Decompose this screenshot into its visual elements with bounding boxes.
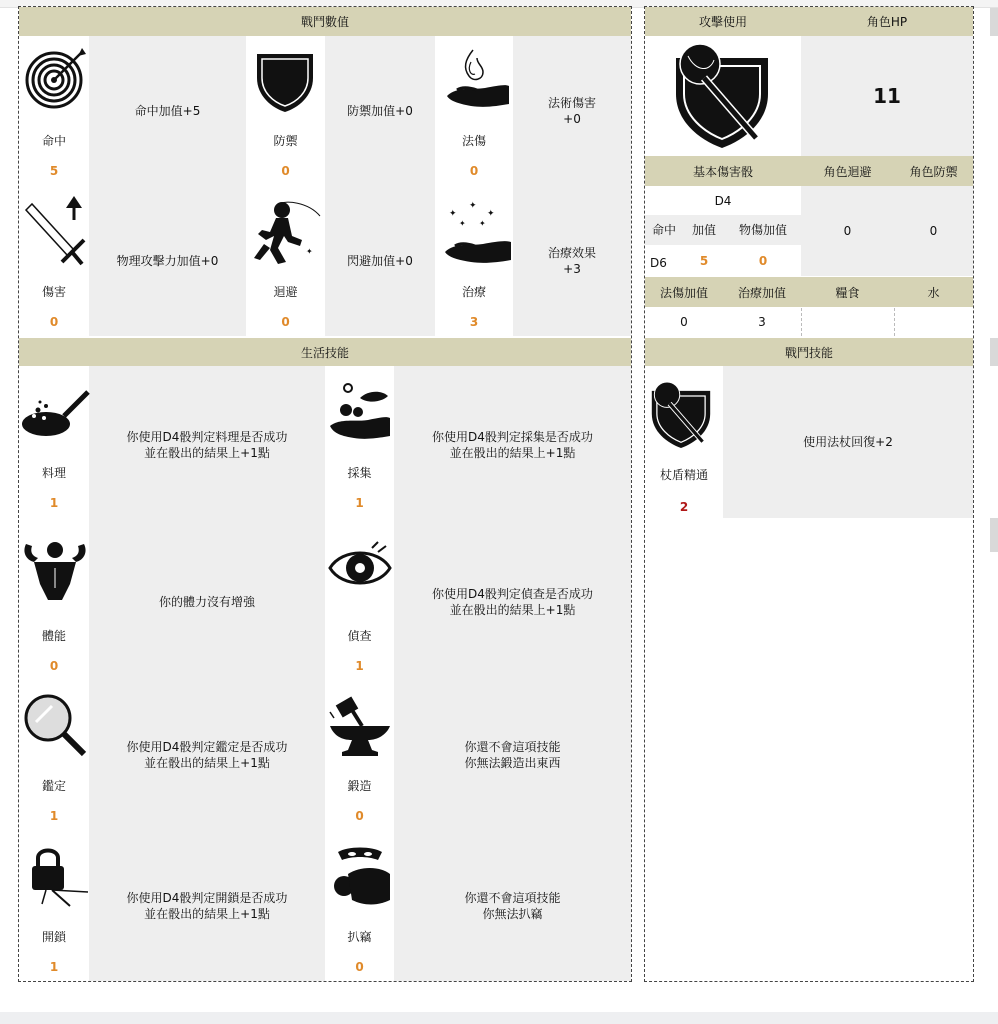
skill-label: 鑑定 [41,779,66,793]
skill-value: 1 [355,496,364,510]
thief-icon [328,844,392,910]
target-icon [24,46,88,110]
heal-bonus-value: 3 [758,315,766,329]
defense-header: 角色防禦 [894,156,973,186]
skill-value: 1 [355,659,364,673]
defense-value: 0 [929,224,938,238]
skill-label: 扒竊 [347,930,372,944]
sparkle-hand-icon [443,196,513,268]
stat-desc: 法術傷害 +0 [547,96,596,126]
skill-desc: 你使用D4骰判定開鎖是否成功 並在骰出的結果上+1點 [126,890,288,921]
staff-shield-icon [670,42,774,150]
combat-skill-label: 杖盾精通 [659,468,708,482]
skill-value: 0 [355,809,364,823]
flame-hand-icon [443,46,511,112]
stat-desc: 物理攻擊力加值+0 [116,254,219,268]
muscle-icon [20,538,90,604]
skill-desc: 你還不會這項技能 你無法鍛造出東西 [464,740,561,770]
stat-label: 傷害 [41,285,66,299]
evade-header: 角色迴避 [801,156,894,186]
food-header: 糧食 [801,277,894,307]
hit-bonus-value: 5 [699,254,709,268]
stat-value: 0 [469,164,479,178]
skill-label: 體能 [41,629,66,643]
evade-value: 0 [843,224,852,238]
sword-icon [22,196,88,268]
attack-use-header: 攻擊使用 [645,7,801,36]
svg-text:✦: ✦ [479,219,486,228]
skill-value: 1 [49,809,59,823]
svg-text:✦: ✦ [487,209,495,219]
skill-label: 料理 [41,466,66,480]
stat-label: 迴避 [273,285,298,299]
skill-desc: 你還不會這項技能 你無法扒竊 [464,890,561,921]
stat-label: 法傷 [461,134,486,148]
stat-desc: 治療效果 +3 [547,246,596,276]
stat-desc: 命中加值+5 [134,104,201,118]
stat-desc: 防禦加值+0 [347,104,413,118]
shield-icon [254,50,316,114]
stat-value: 0 [281,315,290,329]
dodge-figure-icon [248,196,322,268]
skill-value: 0 [355,960,364,974]
combat-skill-desc: 使用法杖回復+2 [803,435,893,449]
skill-value: 0 [49,659,59,673]
d6-label: D6 [650,256,667,270]
skill-label: 採集 [347,466,372,480]
skill-value: 1 [49,496,59,510]
skill-label: 鍛造 [347,779,372,793]
combat-skills-header: 戰鬥技能 [645,338,973,366]
hit-label: 命中 [651,223,676,237]
magic-bonus-header: 法傷加值 [645,277,723,307]
base-damage-die: D4 [714,194,732,208]
food-value-cell[interactable] [801,308,894,336]
phys-bonus-label: 物傷加值 [738,223,787,237]
stat-value: 0 [281,164,290,178]
svg-text:✦: ✦ [306,247,313,256]
stat-desc: 閃避加值+0 [347,254,413,268]
eye-icon [328,540,392,596]
padlock-icon [22,844,90,912]
svg-text:✦: ✦ [459,219,466,228]
combat-skill-value: 2 [679,500,689,514]
hp-header: 角色HP [801,7,973,36]
stat-value: 5 [49,164,59,178]
skill-desc: 你使用D4骰判定料理是否成功 並在骰出的結果上+1點 [126,429,288,460]
stat-label: 防禦 [273,134,298,148]
anvil-icon [328,692,392,758]
skill-value: 1 [49,960,59,974]
svg-text:✦: ✦ [449,209,457,219]
magnifier-icon [22,692,88,758]
combat-stats-header: 戰鬥數值 [19,7,631,36]
staff-shield-icon [648,380,714,450]
bonus-label: 加值 [691,223,716,237]
skill-label: 開鎖 [41,930,66,944]
skill-desc: 你的體力沒有增強 [158,594,255,609]
frying-pan-icon [20,376,90,440]
stat-label: 治療 [461,285,486,299]
hp-value: 11 [873,84,901,108]
gathering-hand-icon [328,380,392,444]
skill-desc: 你使用D4骰判定採集是否成功 並在骰出的結果上+1點 [432,429,593,460]
stat-value: 0 [49,315,59,329]
water-header: 水 [894,277,973,307]
base-damage-header: 基本傷害骰 [645,156,801,186]
water-value-cell[interactable] [894,308,973,336]
heal-bonus-header: 治療加值 [723,277,801,307]
magic-bonus-value: 0 [680,315,688,329]
svg-text:✦: ✦ [469,201,477,211]
stat-value: 3 [469,315,479,329]
phys-bonus-value: 0 [758,254,768,268]
stat-label: 命中 [41,134,66,148]
life-skills-header: 生活技能 [19,338,631,366]
skill-desc: 你使用D4骰判定偵查是否成功 並在骰出的結果上+1點 [432,586,593,617]
bottom-bar [0,1012,998,1024]
skill-label: 偵查 [347,629,372,643]
skill-desc: 你使用D4骰判定鑑定是否成功 並在骰出的結果上+1點 [126,740,288,770]
